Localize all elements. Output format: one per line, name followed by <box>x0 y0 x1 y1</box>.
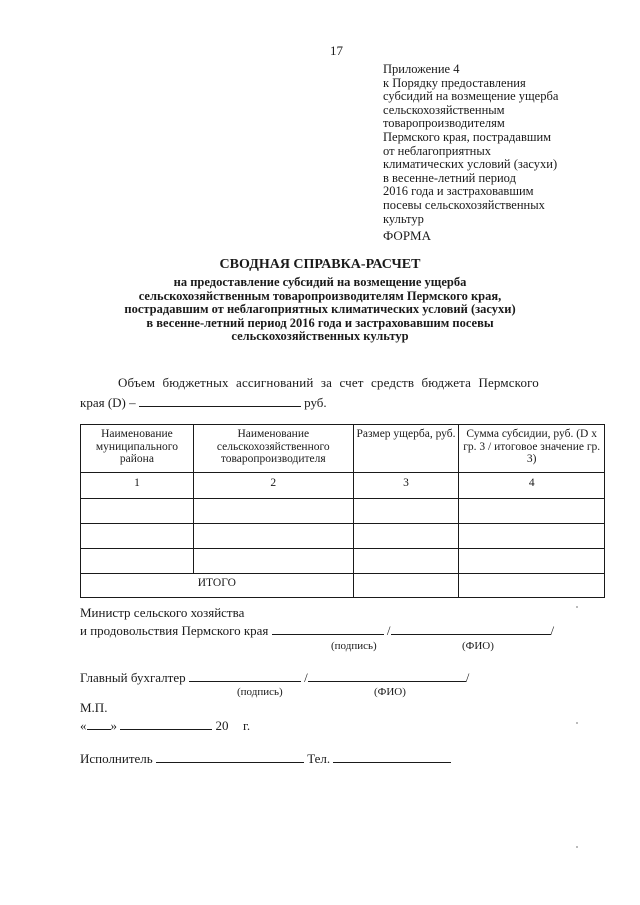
executor-field[interactable] <box>156 750 304 763</box>
header-subsidy-amount: Сумма субсидии, руб. (D х гр. 3 / итоговое значение гр. 3) <box>459 425 605 473</box>
table-row <box>81 524 605 549</box>
appendix-line: в весенне-летний период <box>383 170 516 185</box>
column-number: 1 <box>81 473 194 499</box>
appendix-block <box>383 63 623 226</box>
date-close-quote: » <box>110 718 117 733</box>
table-cell[interactable] <box>81 499 194 524</box>
accountant-fio-field[interactable] <box>308 669 466 682</box>
slash: / <box>465 670 470 685</box>
header-municipal-district: Наименование муниципального района <box>81 425 194 473</box>
table-row <box>81 549 605 574</box>
column-number: 3 <box>353 473 459 499</box>
slash: / <box>386 623 391 638</box>
subtitle-line: сельскохозяйственных культур <box>231 329 409 344</box>
scan-mark <box>576 722 578 724</box>
total-label: ИТОГО <box>81 574 354 598</box>
scan-mark <box>576 846 578 848</box>
total-damage-cell[interactable] <box>353 574 459 598</box>
day-field[interactable] <box>87 717 111 730</box>
table-cell[interactable] <box>459 524 605 549</box>
month-field[interactable] <box>120 717 212 730</box>
table-cell[interactable] <box>193 524 353 549</box>
year-suffix: г. <box>243 718 251 733</box>
slash: / <box>304 670 308 685</box>
year-field[interactable] <box>232 718 240 730</box>
phone-field[interactable] <box>333 750 451 763</box>
table-cell[interactable] <box>193 549 353 574</box>
column-number: 4 <box>459 473 605 499</box>
form-label: ФОРМА <box>383 228 431 243</box>
table-cell[interactable] <box>353 549 459 574</box>
table-cell[interactable] <box>459 549 605 574</box>
table-header-row <box>81 425 605 473</box>
appendix-line: от неблагоприятных <box>383 143 491 158</box>
table-cell[interactable] <box>353 499 459 524</box>
column-number: 2 <box>193 473 353 499</box>
accountant-signature-field[interactable] <box>189 669 301 682</box>
minister-podpis-caption: (подпись) <box>331 640 377 652</box>
accountant-label: Главный бухгалтер <box>80 670 186 685</box>
appendix-line: посевы сельскохозяйственных <box>383 197 545 212</box>
page-number: 17 <box>330 43 343 58</box>
stamp-place-label: М.П. <box>80 700 108 715</box>
document-subtitle <box>60 276 580 344</box>
executor-label: Исполнитель <box>80 751 153 766</box>
subtitle-line: на предоставление субсидий на возмещение ущерба <box>173 275 467 289</box>
appendix-line: к Порядку предоставления <box>383 75 526 90</box>
slash: / <box>550 623 555 638</box>
subtitle-line: в весенне-летний период 2016 года и застраховавшим посевы <box>146 315 494 330</box>
minister-signature-field[interactable] <box>272 622 384 635</box>
minister-signature-line <box>80 622 554 639</box>
subtitle-line: сельскохозяйственным товаропроизводителям Пермского края, <box>138 288 502 303</box>
tel-label: Тел. <box>307 751 331 766</box>
column-number-row <box>81 473 605 499</box>
date-open-quote: « <box>80 718 87 733</box>
scan-mark <box>576 606 578 608</box>
appendix-line: культур <box>383 211 424 226</box>
minister-title-line1: Министр сельского хозяйства <box>80 605 245 620</box>
appendix-line: сельскохозяйственным <box>383 102 505 117</box>
header-damage-amount: Размер ущерба, руб. <box>353 425 459 473</box>
date-line <box>80 717 250 734</box>
budget-text-line1: Объем бюджетных ассигнований за счет средств бюджета Пермского <box>118 375 539 390</box>
table-cell[interactable] <box>193 499 353 524</box>
calculation-table <box>80 424 605 598</box>
budget-suffix: руб. <box>304 395 327 410</box>
appendix-line: субсидий на возмещение ущерба <box>383 89 559 104</box>
appendix-line: Пермского края, пострадавшим <box>383 129 552 144</box>
accountant-signature-line <box>80 669 469 686</box>
table-cell[interactable] <box>459 499 605 524</box>
minister-fio-field[interactable] <box>391 622 551 635</box>
header-producer: Наименование сельскохозяйственного товаропроизводителя <box>193 425 353 473</box>
table-row <box>81 499 605 524</box>
subtitle-line: пострадавшим от неблагоприятных климатических условий (засухи) <box>124 302 516 317</box>
total-subsidy-cell[interactable] <box>459 574 605 598</box>
budget-prefix: края (D) – <box>80 395 136 410</box>
budget-amount-field[interactable] <box>139 394 301 407</box>
appendix-line: Приложение 4 <box>383 62 460 76</box>
table-cell[interactable] <box>81 549 194 574</box>
accountant-fio-caption: (ФИО) <box>374 686 406 698</box>
appendix-line: 2016 года и застраховавшим <box>383 184 534 199</box>
year-prefix: 20 <box>215 718 229 733</box>
minister-title-line2: и продовольствия Пермского края <box>80 623 269 638</box>
document-title: СВОДНАЯ СПРАВКА-РАСЧЕТ <box>219 257 421 272</box>
table-cell[interactable] <box>353 524 459 549</box>
budget-text-line2 <box>80 394 327 411</box>
accountant-podpis-caption: (подпись) <box>237 686 283 698</box>
appendix-line: товаропроизводителям <box>383 116 505 131</box>
executor-line <box>80 750 451 767</box>
total-row <box>81 574 605 598</box>
appendix-line: климатических условий (засухи) <box>383 157 558 172</box>
minister-fio-caption: (ФИО) <box>462 640 494 652</box>
table-cell[interactable] <box>81 524 194 549</box>
